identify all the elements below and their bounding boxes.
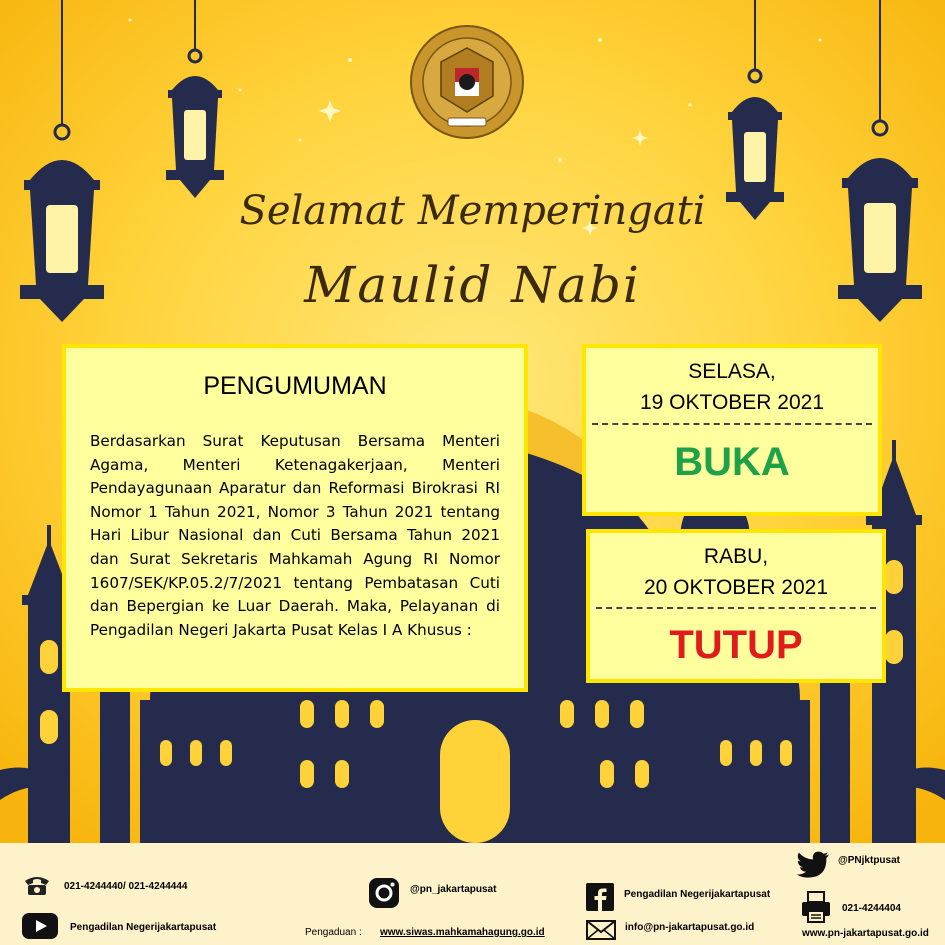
twitter-text[interactable]: @PNjktpusat <box>838 855 900 866</box>
fax-text: 021-4244404 <box>842 903 901 914</box>
announcement-title: PENGUMUMAN <box>203 372 387 400</box>
complaint-link[interactable]: www.siwas.mahkamahagung.go.id <box>380 927 545 938</box>
schedule-day: SELASA, <box>688 360 776 383</box>
announcement-box <box>62 344 528 692</box>
greeting-title: Selamat Memperingati <box>239 188 706 234</box>
youtube-text[interactable]: Pengadilan Negerijakartapusat <box>70 922 217 933</box>
schedule-date-block <box>586 356 878 418</box>
email-text[interactable]: info@pn-jakartapusat.go.id <box>625 922 755 933</box>
phone-text: 021-4244440/ 021-4244444 <box>64 881 188 892</box>
twitter-icon[interactable] <box>796 851 830 879</box>
schedule-closed-box <box>586 529 886 683</box>
court-logo <box>411 26 523 138</box>
youtube-icon[interactable] <box>22 913 58 939</box>
complaint-label: Pengaduan : <box>305 927 362 938</box>
facebook-text[interactable]: Pengadilan Negerijakartapusat <box>624 889 771 900</box>
email-icon[interactable] <box>586 920 616 940</box>
contact-footer <box>0 843 945 945</box>
status-open: BUKA <box>674 440 790 484</box>
schedule-date: 19 OKTOBER 2021 <box>639 391 825 414</box>
status-closed: TUTUP <box>669 623 803 667</box>
schedule-open-box <box>582 344 882 516</box>
dashed-divider <box>596 607 876 609</box>
fax-icon <box>800 891 832 923</box>
telephone-icon <box>22 873 52 897</box>
schedule-date: 20 OKTOBER 2021 <box>643 576 829 599</box>
dashed-divider <box>592 423 872 425</box>
instagram-text[interactable]: @pn_jakartapusat <box>410 884 497 895</box>
schedule-day: RABU, <box>703 545 769 568</box>
announcement-body: Berdasarkan Surat Keputusan Bersama Menteri Agama, Menteri Ketenagakerjaan, Menteri Pendayagunaan Aparatur dan Reformasi Birokrasi RI Nomor 1 Tahun 2021, Nomor 3 Tahun 2021 tentang Hari Libur Nasional dan Cuti Bersama Tahun 2021 dan Surat Sekretaris Mahkamah Agung RI Nomor 1607/SEK/KP.05.2/7/2021 tentang Pembatasan Cuti dan Bepergian ke Luar Daerah. Maka, Pelayanan di Pengadilan Negeri Jakarta Pusat Kelas I A Khusus : <box>90 432 500 639</box>
event-title: Maulid Nabi <box>304 256 641 314</box>
facebook-icon[interactable] <box>586 883 614 911</box>
website-link[interactable]: www.pn-jakartapusat.go.id <box>802 928 929 939</box>
schedule-date-block <box>590 541 882 603</box>
instagram-icon[interactable] <box>368 877 400 909</box>
